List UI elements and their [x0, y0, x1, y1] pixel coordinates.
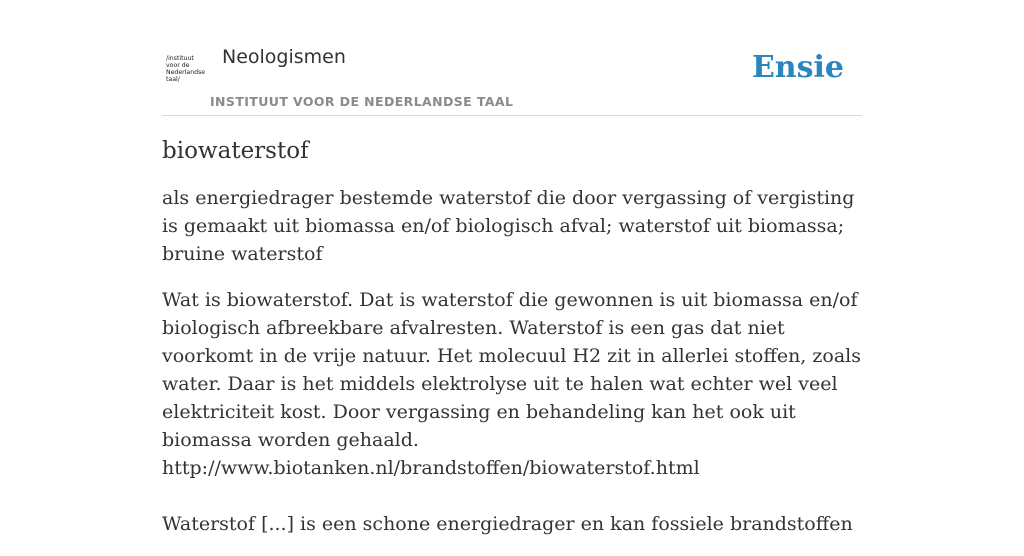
entry-quotes [162, 286, 862, 538]
quote-source-url: http://www.biotanken.nl/brandstoffen/biowaterstof.html [162, 457, 700, 479]
logo-line-4: taal/ [166, 76, 180, 83]
site-header [162, 40, 862, 116]
entry-definition: als energiedrager bestemde waterstof die door vergassing of vergisting is gemaakt uit biomassa en/of biologisch afval; waterstof uit biomassa; bruine waterstof [162, 187, 855, 265]
institute-name: INSTITUUT VOOR DE NEDERLANDSE TAAL [210, 94, 514, 109]
ensie-brand-link[interactable]: Ensie [751, 50, 844, 85]
institute-logo[interactable] [166, 55, 210, 91]
logo-line-3: Nederlandse [166, 69, 206, 76]
quote-spacer [162, 482, 862, 510]
entry-title: biowaterstof [162, 138, 309, 164]
logo-line-2: voor de [166, 62, 190, 69]
site-title-link[interactable]: Neologismen [222, 46, 346, 68]
logo-line-1: /instituut [166, 55, 194, 62]
entry-content [162, 138, 862, 556]
quote-text: Wat is biowaterstof. Dat is waterstof die gewonnen is uit biomassa en/of biologisch afbreekbare afvalresten. Waterstof is een gas dat niet voorkomt in de vrije natuur. Het molecuul H2 zit in allerlei stoffen, zoals water. Daar is het middels elektrolyse uit te halen wat echter wel veel elektriciteit kost. Door vergassing en behandeling kan het ook uit biomassa worden gehaald. [162, 289, 861, 451]
quote-text-2: Waterstof [...] is een schone energiedrager en kan fossiele brandstoffen [162, 513, 853, 535]
